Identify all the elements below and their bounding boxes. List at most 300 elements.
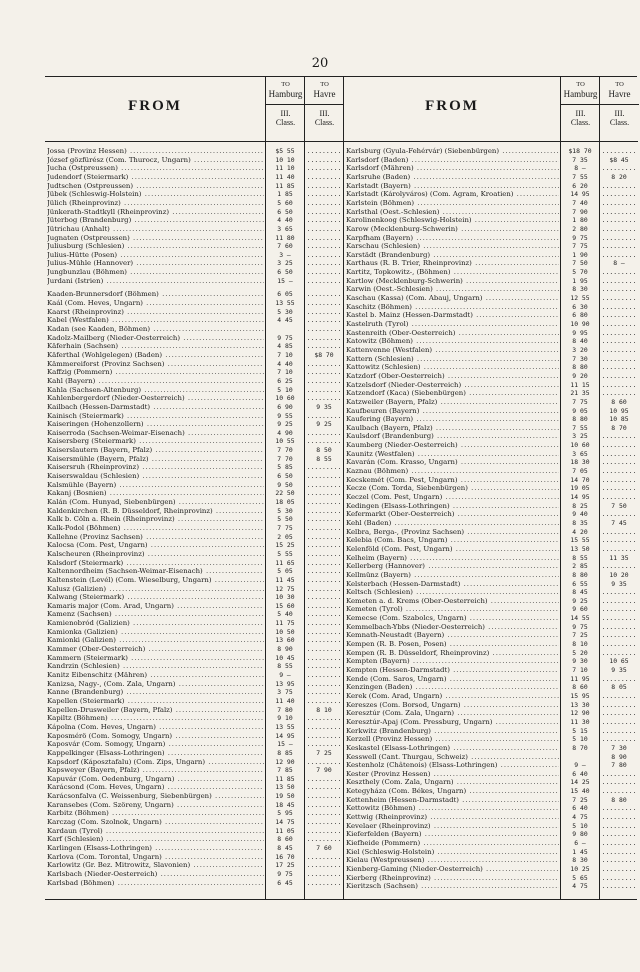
right-table-row: [344, 164, 638, 173]
hamburg-fare: 10 60: [561, 441, 599, 450]
havre-fare: .........: [601, 320, 637, 328]
right-table-row: [344, 554, 638, 563]
right-table-row: [344, 536, 638, 545]
havre-fare: .........: [306, 224, 342, 233]
hamburg-fare: 12 55: [561, 294, 599, 303]
havre-fare: 8 80: [611, 795, 627, 804]
havre-fare: 11 35: [609, 553, 629, 562]
havre-fare: .........: [306, 333, 342, 342]
left-table-row: [45, 809, 343, 818]
hamburg-fare: 7 75: [561, 398, 599, 407]
havre-fare: .........: [306, 198, 342, 207]
havre-fare: .........: [601, 371, 637, 380]
havre-fare: .........: [601, 674, 637, 683]
station-name: Kaulbach (Bayern, Pfalz) .....: [346, 424, 559, 433]
hamburg-fare: 9 05: [561, 407, 599, 416]
right-table-row: [344, 580, 638, 589]
hamburg-fare: 5 70: [561, 268, 599, 277]
station-name: Karow (Mecklenburg-Schwerin) .....: [346, 225, 559, 234]
hamburg-fare: 9 25: [561, 597, 599, 606]
havre-fare: .........: [306, 601, 342, 610]
havre-fare: 8 70: [611, 423, 627, 432]
hamburg-fare: 13 50: [561, 545, 599, 554]
right-table-row: [344, 770, 638, 779]
right-table-row: [344, 311, 638, 320]
hamburg-fare: 3 25: [266, 259, 304, 268]
station-name: Kalsmühle (Bayern) .....: [47, 481, 264, 490]
station-name: Kammer (Ober-Oesterreich) .....: [47, 645, 264, 654]
havre-fare: .........: [306, 233, 342, 242]
station-name: Kapellen-Drusweiler (Bayern, Pfalz) .....: [47, 706, 264, 715]
left-table-row: [45, 662, 343, 671]
hamburg-heading: [560, 77, 600, 141]
havre-fare: .........: [601, 224, 637, 233]
station-name: Judendorf (Steiermark) .....: [47, 173, 264, 182]
right-table-row: [344, 588, 638, 597]
hamburg-fare: 2 80: [561, 225, 599, 234]
station-name: Judtschen (Ostpreussen) .....: [47, 182, 264, 191]
hamburg-fare: 7 80: [266, 706, 304, 715]
station-name: Karlingen (Elsass-Lothringen) .....: [47, 844, 264, 853]
havre-fare: 7 90: [316, 766, 332, 775]
right-table-row: [344, 727, 638, 736]
hamburg-fare: 13 30: [561, 701, 599, 710]
hamburg-fare: 13 95: [266, 680, 304, 689]
right-table-row: [344, 173, 638, 182]
hamburg-fare: 8 80: [561, 415, 599, 424]
station-name: Kahl (Bayern) .....: [47, 377, 264, 386]
station-name: Kelbra, Berga-, (Provinz Sachsen) .....: [346, 528, 559, 537]
left-table-row: [45, 199, 343, 208]
havre-fare: .........: [306, 480, 342, 489]
left-table-row: [45, 619, 343, 628]
hamburg-fare: 5 20: [561, 649, 599, 658]
right-table-row: [344, 398, 638, 407]
hamburg-fare: 9 60: [561, 605, 599, 614]
station-name: Jugnaten (Ostpreussen) .....: [47, 234, 264, 243]
left-table-row: [45, 386, 343, 395]
left-table-row: [45, 645, 343, 654]
hamburg-fare: 11 45: [266, 576, 304, 585]
havre-fare: .........: [306, 190, 342, 199]
hamburg-fare: 13 50: [266, 783, 304, 792]
station-name: Kardaun (Tyrol) .....: [47, 827, 264, 836]
station-name: Kailbach (Hessen-Darmstadt) .....: [47, 403, 264, 412]
havre-fare: .........: [306, 688, 342, 697]
havre-fare: .........: [601, 510, 637, 519]
havre-fare: 7 60: [316, 844, 332, 852]
right-table-row: [344, 640, 638, 649]
station-name: Kastel b. Mainz (Hessen-Darmstadt) .....: [346, 311, 559, 320]
right-table-row: [344, 718, 638, 727]
havre-fare: .........: [306, 869, 342, 878]
havre-fare: .........: [601, 631, 637, 640]
havre-fare: .........: [601, 268, 637, 277]
station-name: Kaposvár (Com. Somogy, Ungarn) .....: [47, 740, 264, 749]
havre-fare: .........: [306, 731, 342, 740]
station-name: Kelebia (Com. Bacs, Ungarn) .....: [346, 536, 559, 545]
havre-fare: .........: [601, 345, 637, 354]
havre-fare: 8 60: [611, 397, 627, 406]
hamburg-fare: 9 30: [561, 657, 599, 666]
station-name: Kienberg-Gaming (Nieder-Oesterreich) .....: [346, 865, 559, 874]
hamburg-fare: 6 05: [266, 290, 304, 299]
station-name: Kastenreith (Ober-Oesterreich) .....: [346, 329, 559, 338]
havre-fare: .........: [306, 515, 342, 524]
hamburg-fare: 11 10: [266, 164, 304, 173]
right-table-row: [344, 337, 638, 346]
havre-fare: .........: [306, 826, 342, 835]
left-table-row: [45, 801, 343, 810]
station-name: Karlsbad (Böhmen) .....: [47, 879, 264, 888]
right-column: [343, 77, 638, 899]
hamburg-fare: 5 10: [561, 735, 599, 744]
station-name: Kaltenstein (Levél) (Com. Wieselburg, Ungarn) .....: [47, 576, 264, 585]
right-table-row: [344, 303, 638, 312]
right-table-row: [344, 242, 638, 251]
hamburg-fare: 8 25: [561, 502, 599, 511]
hamburg-fare: 10 90: [561, 320, 599, 329]
station-name: Kapsdorf (Káposztafalu) (Com. Zips, Ungarn) .....: [47, 758, 264, 767]
left-table-row: [45, 164, 343, 173]
left-table-row: [45, 403, 343, 412]
station-name: Kende (Com. Saros, Ungarn) .....: [346, 675, 559, 684]
hamburg-fare: 12 75: [266, 585, 304, 594]
havre-fare: .........: [306, 325, 342, 333]
hamburg-fare: 8 40: [561, 337, 599, 346]
station-name: Käferhain (Sachsen) .....: [47, 342, 264, 351]
right-table-row: [344, 355, 638, 364]
hamburg-fare: 8 10: [561, 640, 599, 649]
left-table-row: [45, 316, 343, 325]
hamburg-fare: 8 85: [266, 749, 304, 758]
left-table-row: [45, 559, 343, 568]
station-name: Karczag (Com. Szolnok, Ungarn) .....: [47, 818, 264, 827]
left-table-row: [45, 225, 343, 234]
havre-fare: .........: [306, 662, 342, 671]
left-table-row: [45, 827, 343, 836]
station-name: Kettenheim (Hessen-Darmstadt) .....: [346, 796, 559, 805]
station-name: Kalusz (Galizien) .....: [47, 585, 264, 594]
station-name: Kanitz Eibenschitz (Mähren) .....: [47, 671, 264, 680]
havre-fare: .........: [601, 207, 637, 216]
station-name: Kettowitz (Böhmen) .....: [346, 804, 559, 813]
right-table-row: [344, 753, 638, 762]
havre-fare: 8 50: [316, 446, 332, 455]
havre-fare: .........: [306, 316, 342, 325]
havre-fare: 9 25: [316, 420, 332, 429]
left-table-row: [45, 507, 343, 516]
havre-fare: .........: [306, 307, 342, 316]
hamburg-fare: 7 25: [561, 796, 599, 805]
left-table-row: [45, 277, 343, 286]
hamburg-fare: 3 65: [561, 450, 599, 459]
havre-fare: .........: [601, 285, 637, 294]
hamburg-label: Hamburg: [268, 89, 303, 99]
hamburg-fare: 13 55: [266, 723, 304, 732]
station-name: Kemeten a. d. Krems (Ober-Oesterreich) .....: [346, 597, 559, 606]
right-table-row: [344, 856, 638, 865]
hamburg-fare: 1 90: [561, 251, 599, 260]
station-name: Kaaden-Brunnersdorf (Böhmen) .....: [47, 290, 264, 299]
hamburg-fare: 8 30: [561, 285, 599, 294]
station-name: Kemeten (Tyrol) .....: [346, 605, 559, 614]
havre-fare: .........: [601, 726, 637, 735]
right-table-row: [344, 822, 638, 831]
left-table-row: [45, 533, 343, 542]
havre-fare: .........: [306, 774, 342, 783]
left-table-row: [45, 147, 343, 156]
station-name: Jossa (Provinz Hessen) .....: [47, 147, 264, 156]
left-table-row: [45, 463, 343, 472]
station-name: Kefermarkt (Ober-Oesterreich) .....: [346, 510, 559, 519]
right-table-row: [344, 528, 638, 537]
left-table-row: [45, 268, 343, 277]
havre-heading: [304, 77, 344, 141]
station-name: Katzendorf (Kaca) (Siebenbürgen) .....: [346, 389, 559, 398]
havre-fare: .........: [306, 809, 342, 818]
hamburg-fare: $5 55: [266, 147, 304, 156]
right-table-row: [344, 294, 638, 303]
hamburg-fare: 12 90: [561, 709, 599, 718]
hamburg-fare: 3 20: [561, 346, 599, 355]
right-table-row: [344, 346, 638, 355]
right-table-row: [344, 761, 638, 770]
station-name: Kapiltz (Böhmen) .....: [47, 714, 264, 723]
hamburg-fare: 18 30: [561, 458, 599, 467]
station-name: Katowitz (Böhmen) .....: [346, 337, 559, 346]
station-name: Kainisch (Steiermark) .....: [47, 412, 264, 421]
hamburg-fare: 8 60: [266, 835, 304, 844]
hamburg-fare: 10 55: [266, 437, 304, 446]
left-table-row: [45, 861, 343, 870]
left-table-row: [45, 208, 343, 217]
left-table-row: [45, 844, 343, 853]
havre-fare: .........: [601, 380, 637, 389]
station-name: Kecskemét (Com. Pest, Ungarn) .....: [346, 476, 559, 485]
havre-fare: $8 45: [609, 155, 629, 164]
hamburg-fare: 11 95: [561, 675, 599, 684]
station-name: Kellerberg (Hannover) .....: [346, 562, 559, 571]
havre-fare: .........: [306, 783, 342, 792]
left-table-row: [45, 446, 343, 455]
right-table-row: [344, 614, 638, 623]
station-name: Jünkerath-Stadtkyll (Rheinprovinz) .....: [47, 208, 264, 217]
right-header: [344, 77, 638, 142]
station-name: Kaposmérö (Com. Somogy, Ungarn) .....: [47, 732, 264, 741]
left-table-row: [45, 325, 343, 334]
left-table-row: [45, 593, 343, 602]
station-name: Kereszes (Com. Borsod, Ungarn) .....: [346, 701, 559, 710]
station-name: Kehl (Baden) .....: [346, 519, 559, 528]
hamburg-fare: 7 55: [561, 173, 599, 182]
left-table-row: [45, 190, 343, 199]
hamburg-fare: 5 30: [266, 507, 304, 516]
havre-fare: .........: [306, 878, 342, 887]
right-table-row: [344, 744, 638, 753]
right-table-row: [344, 467, 638, 476]
hamburg-fare: 4 90: [266, 429, 304, 438]
hamburg-fare: 14 95: [561, 190, 599, 199]
class-label: III. Class.: [305, 104, 344, 127]
station-name: Kanizsa, Nagy-, (Com. Zala, Ungarn) .....: [47, 680, 264, 689]
station-name: Kieritzsch (Sachsen) .....: [346, 882, 559, 891]
hamburg-fare: 4 85: [266, 342, 304, 351]
station-name: Kammern (Steiermark) .....: [47, 654, 264, 663]
havre-fare: 10 85: [609, 415, 629, 424]
station-name: Kahlenbergerdorf (Nieder-Oesterreich) .....: [47, 394, 264, 403]
hamburg-fare: 8 45: [561, 588, 599, 597]
left-table-row: [45, 156, 343, 165]
hamburg-fare: 10 30: [266, 593, 304, 602]
left-table-row: [45, 489, 343, 498]
station-name: Kemmelbach-Ybbs (Nieder-Oesterreich) .....: [346, 623, 559, 632]
hamburg-fare: 4 75: [561, 813, 599, 822]
left-table-row: [45, 732, 343, 741]
station-name: Kalk b. Cöln a. Rhein (Rheinprovinz) .....: [47, 515, 264, 524]
station-name: Kaufbeuren (Bayern) .....: [346, 407, 559, 416]
left-table-row: [45, 758, 343, 767]
left-table-row: [45, 697, 343, 706]
havre-fare: 8 20: [611, 172, 627, 181]
station-name: Keszthely (Com. Zala, Ungarn) .....: [346, 778, 559, 787]
hamburg-fare: 11 85: [266, 775, 304, 784]
havre-fare: 9 35: [316, 402, 332, 411]
station-name: Kaschau (Kassa) (Com. Abauj, Ungarn) .....: [346, 294, 559, 303]
hamburg-fare: 1 80: [561, 216, 599, 225]
station-name: Karbitz (Böhmen) .....: [47, 809, 264, 818]
left-table-row: [45, 182, 343, 191]
hamburg-fare: 5 50: [266, 515, 304, 524]
hamburg-fare: 6 40: [561, 770, 599, 779]
havre-fare: .........: [306, 792, 342, 801]
left-table-row: [45, 628, 343, 637]
havre-fare: .........: [306, 250, 342, 259]
hamburg-fare: 6 30: [561, 303, 599, 312]
hamburg-fare: 7 70: [266, 446, 304, 455]
hamburg-fare: 7 75: [266, 524, 304, 533]
right-table-row: [344, 675, 638, 684]
hamburg-fare: 7 40: [561, 199, 599, 208]
to-label: TO: [320, 81, 329, 88]
right-table-row: [344, 874, 638, 883]
left-table-row: [45, 654, 343, 663]
hamburg-fare: 13 60: [266, 636, 304, 645]
hamburg-fare: 21 35: [561, 389, 599, 398]
havre-fare: .........: [601, 614, 637, 623]
hamburg-fare: 10 60: [266, 394, 304, 403]
left-table-row: [45, 576, 343, 585]
station-name: Kempten (Bayern) .....: [346, 657, 559, 666]
havre-fare: .........: [306, 259, 342, 268]
station-name: Kerek (Com. Arad, Ungarn) .....: [346, 692, 559, 701]
station-name: Kester (Provinz Hessen) .....: [346, 770, 559, 779]
havre-fare: .........: [306, 290, 342, 299]
left-table-row: [45, 688, 343, 697]
havre-fare: .........: [306, 567, 342, 576]
hamburg-fare: 5 10: [561, 822, 599, 831]
left-table-row: [45, 342, 343, 351]
station-name: Kielau (Westpreussen) .....: [346, 856, 559, 865]
left-table-row: [45, 334, 343, 343]
hamburg-fare: 8 60: [561, 683, 599, 692]
station-name: Kattowitz (Schlesien) .....: [346, 363, 559, 372]
station-name: Kaufering (Bayern) .....: [346, 415, 559, 424]
station-name: Karpfham (Bayern) .....: [346, 234, 559, 243]
right-table-row: [344, 372, 638, 381]
station-name: Julius-Hütte (Posen) .....: [47, 251, 264, 260]
havre-fare: .........: [601, 536, 637, 545]
havre-fare: .........: [601, 242, 637, 251]
hamburg-fare: 11 40: [266, 173, 304, 182]
station-name: Kamenz (Sachsen) .....: [47, 610, 264, 619]
hamburg-fare: 9 75: [266, 870, 304, 879]
havre-fare: .........: [601, 294, 637, 303]
hamburg-fare: 14 95: [561, 493, 599, 502]
station-name: Kamionki (Galizien) .....: [47, 636, 264, 645]
right-table-row: [344, 502, 638, 511]
hamburg-fare: 16 70: [266, 853, 304, 862]
station-name: Kastelruth (Tyrol) .....: [346, 320, 559, 329]
class-label: III. Class.: [561, 104, 600, 127]
left-table-row: [45, 251, 343, 260]
hamburg-fare: 5 95: [266, 809, 304, 818]
station-name: Karlstadt (Károlyváros) (Com. Agram, Kroatien) .....: [346, 190, 559, 199]
hamburg-fare: 9 75: [561, 234, 599, 243]
station-name: Kecze (Com. Torda, Siebenbürgen) .....: [346, 484, 559, 493]
right-table-row: [344, 268, 638, 277]
left-table-row: [45, 706, 343, 715]
station-name: Kaunitz (Westfalen) .....: [346, 450, 559, 459]
hamburg-fare: 9 55: [266, 412, 304, 421]
station-name: Kiel (Schleswig-Holstein) .....: [346, 848, 559, 857]
station-name: Kerkwitz (Brandenburg) .....: [346, 727, 559, 736]
station-name: Kaisersmühle (Bayern, Pfalz) .....: [47, 455, 264, 464]
station-name: Kelheim (Bayern) .....: [346, 554, 559, 563]
hamburg-fare: $18 70: [561, 147, 599, 156]
station-name: Keresztúr (Com. Zala, Ungarn) .....: [346, 709, 559, 718]
station-name: Ketegyháza (Com. Békes, Ungarn) .....: [346, 787, 559, 796]
hamburg-fare: 5 85: [266, 463, 304, 472]
station-name: Kattern (Schlesien) .....: [346, 355, 559, 364]
right-table-row: [344, 865, 638, 874]
havre-fare: .........: [601, 813, 637, 822]
hamburg-fare: 7 10: [561, 666, 599, 675]
hamburg-fare: 8 70: [561, 744, 599, 753]
left-table-row: [45, 290, 343, 299]
station-name: Karwin (Oest.-Schlesien) .....: [346, 285, 559, 294]
hamburg-fare: 1 45: [561, 848, 599, 857]
right-table-row: [344, 363, 638, 372]
right-table-row: [344, 277, 638, 286]
right-table-row: [344, 701, 638, 710]
hamburg-fare: 11 40: [266, 697, 304, 706]
havre-fare: .........: [601, 605, 637, 614]
left-table-row: [45, 723, 343, 732]
hamburg-fare: 5 10: [266, 386, 304, 395]
hamburg-fare: 7 55: [561, 424, 599, 433]
station-name: Kempen (R. B. Düsseldorf, Rheinprovinz) .....: [346, 649, 559, 658]
havre-fare: .........: [306, 722, 342, 731]
hamburg-fare: 15 —: [266, 277, 304, 286]
station-name: Kieferfelden (Bayern) .....: [346, 830, 559, 839]
havre-fare: .........: [601, 839, 637, 847]
station-name: Kadan (see Kaaden, Böhmen) .....: [47, 325, 264, 334]
havre-fare: 10 65: [609, 657, 629, 666]
havre-fare: .........: [306, 523, 342, 532]
station-name: Kaznau (Böhmen) .....: [346, 467, 559, 476]
station-name: Kápolna (Com. Heves, Ungarn) .....: [47, 723, 264, 732]
